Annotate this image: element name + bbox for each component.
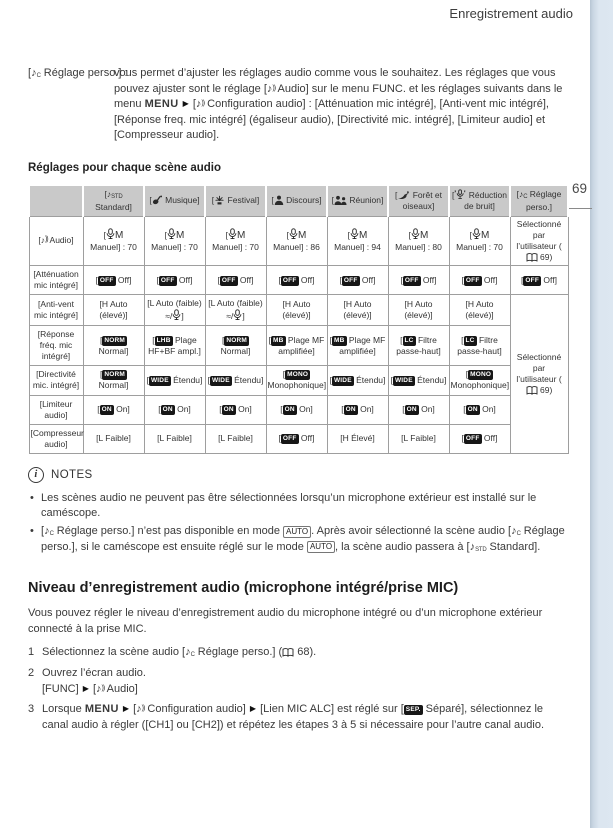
audio-note-icon: ♪)) <box>195 98 205 111</box>
wide-badge: WIDE <box>210 376 232 386</box>
step-line: Ouvrez l’écran audio. <box>42 667 146 680</box>
menu-button-label: MENU <box>144 98 179 111</box>
table-cell: [ NORM Normal] <box>205 326 266 366</box>
row-header: [Réponse fréq. mic intégré] <box>29 326 83 366</box>
menu-arrow-icon: ▶ <box>82 683 89 693</box>
page-number: 69 <box>571 181 587 196</box>
table-cell: [ WIDE Étendu] <box>205 366 266 395</box>
table-cell: [ OFF Off] <box>266 266 327 295</box>
table-cell: [H Auto (élevé)] <box>266 295 327 326</box>
step-item <box>28 702 558 733</box>
table-cell: [L Faible] <box>144 424 205 453</box>
table-cell: [ ON On] <box>449 395 510 424</box>
mono-badge: MONO <box>468 370 493 380</box>
table-cell: [H Auto (élevé)] <box>327 295 388 326</box>
running-header: Enregistrement audio <box>449 6 573 21</box>
microphone-icon <box>228 228 237 240</box>
menu-arrow-icon: ▶ <box>249 704 257 714</box>
table-cell: [ M Manuel] : 94 <box>327 216 388 265</box>
intro-block <box>28 66 568 144</box>
table-cell: [ ON On] <box>327 395 388 424</box>
table-cell: [ MONO Monophonique] <box>449 366 510 395</box>
menu-button-label: MENU <box>84 703 119 716</box>
norm-badge: NORM <box>102 370 127 380</box>
mb-badge: MB <box>332 336 347 346</box>
custom-scene-note-icon: ♪C <box>511 525 521 538</box>
noise-reduction-scene-icon <box>454 189 466 200</box>
wide-badge: WIDE <box>393 376 415 386</box>
standard-scene-icon: ♪STD <box>106 189 123 201</box>
table-cell: [ M Manuel] : 70 <box>144 216 205 265</box>
table-cell: [H Auto (élevé)] <box>83 295 144 326</box>
norm-badge: NORM <box>102 336 127 346</box>
section-intro: Vous pouvez régler le niveau d’enregistrement audio du microphone intégré ou d’un microphone extérieur connecté à la prise MIC. <box>28 607 543 635</box>
perso-cell: [ OFF Off] <box>510 266 568 295</box>
off-badge: OFF <box>464 276 482 286</box>
off-badge: OFF <box>403 276 421 286</box>
table-cell: [ OFF Off] <box>266 424 327 453</box>
music-scene-icon <box>152 195 163 205</box>
table-cell: [L Auto (faible) ≈/ ] <box>144 295 205 326</box>
table-cell: [ LHB Plage HF+BF ampl.] <box>144 326 205 366</box>
mic-manual-icon: M <box>472 230 489 240</box>
microphone-icon <box>350 228 359 240</box>
custom-scene-note-icon: ♪C <box>44 525 54 538</box>
table-cell: [ ON On] <box>266 395 327 424</box>
table-cell: [ LC Filtre passe-haut] <box>449 326 510 366</box>
microphone-icon <box>106 228 115 240</box>
on-badge: ON <box>161 405 175 415</box>
step-line: [FUNC] ▶ [♪)) Audio] <box>42 682 138 695</box>
notes-section <box>28 467 567 556</box>
off-badge: OFF <box>523 276 541 286</box>
table-cell: [ NORM Normal] <box>83 326 144 366</box>
off-badge: OFF <box>464 434 482 444</box>
notes-title: NOTES <box>51 468 93 481</box>
table-cell: [L Faible] <box>388 424 449 453</box>
notes-list <box>28 491 567 556</box>
step-item <box>28 666 558 697</box>
row-header: [Atténuation mic intégré] <box>29 266 83 295</box>
table-cell: [ OFF Off] <box>327 266 388 295</box>
table-cell: [ M Manuel] : 70 <box>449 216 510 265</box>
sep-badge: SEP. <box>404 705 423 715</box>
off-badge: OFF <box>98 276 116 286</box>
column-header: [ Musique] <box>144 185 205 216</box>
step-line: Sélectionnez la scène audio [♪C Réglage perso.] ( 68). <box>42 646 317 659</box>
audio-note-icon: ♪)) <box>266 82 276 95</box>
mono-badge: MONO <box>285 370 310 380</box>
lhb-badge: LHB <box>155 336 173 346</box>
step-number: 2 <box>28 667 35 680</box>
forest-birds-scene-icon <box>397 190 410 200</box>
page-content <box>28 66 568 739</box>
lc-badge: LC <box>464 336 477 346</box>
column-header: [♪C Réglage perso.] <box>510 185 568 216</box>
table-cell: [ NORM Normal] <box>83 366 144 395</box>
off-badge: OFF <box>281 434 299 444</box>
row-header: [Directivité mic. intégré] <box>29 366 83 395</box>
step-item <box>28 645 558 661</box>
off-badge: OFF <box>220 276 238 286</box>
table-cell: [H Auto (élevé)] <box>449 295 510 326</box>
page-ref-icon <box>526 386 538 395</box>
section-heading: Niveau d’enregistrement audio (microphone intégré/prise MIC) <box>28 580 459 597</box>
speech-scene-icon <box>274 195 284 205</box>
mic-manual-icon: M <box>167 230 184 240</box>
table-cell: [ OFF Off] <box>449 424 510 453</box>
wind-mic-icon: ≈/ <box>226 311 242 321</box>
page-ref-icon <box>526 253 538 262</box>
norm-badge: NORM <box>224 336 249 346</box>
lc-badge: LC <box>403 336 416 346</box>
table-cell: [ OFF Off] <box>388 266 449 295</box>
on-badge: ON <box>283 405 297 415</box>
table-cell: [L Faible] <box>205 424 266 453</box>
page-ref-icon <box>282 648 294 657</box>
table-cell: [ OFF Off] <box>144 266 205 295</box>
column-header: [ Réunion] <box>327 185 388 216</box>
custom-scene-icon: ♪C <box>518 189 528 201</box>
table-cell: [ M Manuel] : 86 <box>266 216 327 265</box>
table-cell: [ OFF Off] <box>205 266 266 295</box>
step-number: 1 <box>28 646 35 659</box>
auto-mode-badge: AUTO <box>307 541 335 553</box>
menu-arrow-icon: ▶ <box>182 99 189 109</box>
table-cell: [L Auto (faible) ≈/ ] <box>205 295 266 326</box>
on-badge: ON <box>100 405 114 415</box>
table-cell: [ ON On] <box>388 395 449 424</box>
table-cell: [ ON On] <box>144 395 205 424</box>
table-caption: Réglages pour chaque scène audio <box>28 162 221 175</box>
page-edge-band <box>590 0 613 828</box>
mb-badge: MB <box>271 336 286 346</box>
mic-manual-icon: M <box>228 230 245 240</box>
row-header: [♪)) Audio] <box>29 216 83 265</box>
table-cell: [ ON On] <box>205 395 266 424</box>
column-header: [ Forêt et oiseaux] <box>388 185 449 216</box>
on-badge: ON <box>222 405 236 415</box>
table-cell: [ ON On] <box>83 395 144 424</box>
microphone-icon <box>289 228 298 240</box>
table-cell: [ WIDE Étendu] <box>388 366 449 395</box>
steps-list <box>28 645 558 733</box>
column-header: [ Festival] <box>205 185 266 216</box>
mic-manual-icon: M <box>411 230 428 240</box>
table-cell: [ MONO Monophonique] <box>266 366 327 395</box>
note-item: • Les scènes audio ne peuvent pas être sélectionnées lorsqu’un microphone extérieur est installé sur le caméscope. <box>28 491 567 522</box>
wide-badge: WIDE <box>149 376 171 386</box>
audio-note-icon: ♪)) <box>40 235 48 246</box>
audio-level-section <box>28 580 568 733</box>
table-cell: [ MB Plage MF amplifiée] <box>266 326 327 366</box>
table-cell: [ OFF Off] <box>449 266 510 295</box>
row-header: [Compresseur audio] <box>29 424 83 453</box>
table-cell: [ WIDE Étendu] <box>144 366 205 395</box>
notes-header <box>28 467 567 483</box>
column-header: [ Discours] <box>266 185 327 216</box>
custom-scene-note-icon: ♪C <box>31 67 41 79</box>
table-cell: [L Faible] <box>83 424 144 453</box>
corner-header <box>29 185 83 216</box>
mic-manual-icon: M <box>106 230 123 240</box>
perso-cell: Sélectionné par l’utilisateur ( 69) <box>510 216 568 265</box>
row-header: [Limiteur audio] <box>29 395 83 424</box>
step-line: Lorsque MENU ▶ [♪)) Configuration audio] ▶ [Lien MIC ALC] est réglé sur [ SEP. Séparé], sélectionnez le canal audio à régler ([CH1] ou [CH2]) et répétez les étapes 3 à 5 si nécessaire pour l’autre canal audio. <box>42 703 545 731</box>
microphone-icon <box>411 228 420 240</box>
note-item: • [♪C Réglage perso.] n’est pas disponible en mode AUTO . Après avoir sélectionné la scène audio [♪C Réglage perso.], si le caméscope est ensuite réglé sur le mode AUTO , la scène audio passera à [♪STD Standard]. <box>28 524 567 555</box>
meeting-scene-icon <box>334 195 347 205</box>
table-cell: [ M Manuel] : 80 <box>388 216 449 265</box>
table-cell: [H Élevé] <box>327 424 388 453</box>
microphone-icon <box>472 228 481 240</box>
festival-scene-icon <box>214 195 225 205</box>
standard-scene-note-icon: ♪STD <box>469 540 487 553</box>
step-number: 3 <box>28 703 35 716</box>
table-cell: [ LC Filtre passe-haut] <box>388 326 449 366</box>
off-badge: OFF <box>281 276 299 286</box>
on-badge: ON <box>466 405 480 415</box>
table-cell: [ MB Plage MF amplifiée] <box>327 326 388 366</box>
info-icon <box>28 467 44 483</box>
custom-scene-note-icon: ♪C <box>185 646 195 659</box>
table-cell: [ OFF Off] <box>83 266 144 295</box>
auto-mode-badge: AUTO <box>283 526 311 538</box>
wind-mic-icon: ≈/ <box>165 311 181 321</box>
audio-note-icon: ♪)) <box>96 682 105 695</box>
off-badge: OFF <box>342 276 360 286</box>
microphone-icon <box>167 228 176 240</box>
mic-manual-icon: M <box>350 230 367 240</box>
column-header: [♪STD Standard] <box>83 185 144 216</box>
microphone-icon <box>233 309 242 321</box>
audio-scenes-table <box>28 184 569 454</box>
menu-arrow-icon: ▶ <box>122 704 130 714</box>
row-header: [Anti-vent mic intégré] <box>29 295 83 326</box>
microphone-icon <box>172 309 181 321</box>
table-cell: [ M Manuel] : 70 <box>83 216 144 265</box>
on-badge: ON <box>405 405 419 415</box>
intro-term: [♪C Réglage perso.] : <box>28 67 128 79</box>
mic-manual-icon: M <box>289 230 306 240</box>
wide-badge: WIDE <box>332 376 354 386</box>
audio-note-icon: ♪)) <box>136 703 145 716</box>
intro-definition: vous permet d’ajuster les réglages audio comme vous le souhaitez. Les réglages que vous pouvez ajuster sont le réglage [♪)) Audio] sur le menu FUNC. et les réglages suivants dans le menu MENU ▶ [♪)) Configuration audio] : [Atténuation mic intégré], [Anti-vent mic intégré], [Réponse freq. mic intégré] (égaliseur audio), [Directivité mic. intégré], [Limiteur audio] et [Compresseur audio]. <box>114 67 563 142</box>
column-header: [ Réduction de bruit] <box>449 185 510 216</box>
table-cell: [H Auto (élevé)] <box>388 295 449 326</box>
table-cell: [ WIDE Étendu] <box>327 366 388 395</box>
on-badge: ON <box>344 405 358 415</box>
off-badge: OFF <box>159 276 177 286</box>
table-cell: [ M Manuel] : 70 <box>205 216 266 265</box>
perso-merged-cell: Sélectionné par l’utilisateur ( 69) <box>510 295 568 454</box>
